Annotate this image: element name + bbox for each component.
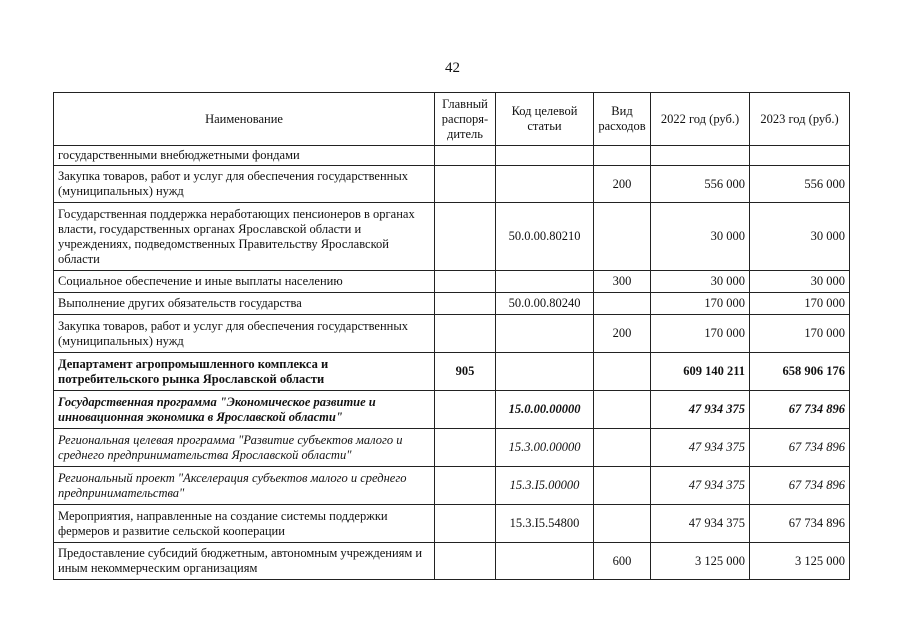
- row-manager: [435, 315, 496, 353]
- row-code: 50.0.00.80210: [496, 203, 594, 271]
- row-2022: 30 000: [651, 271, 750, 293]
- row-type: [594, 353, 651, 391]
- row-2022: 30 000: [651, 203, 750, 271]
- row-manager: [435, 203, 496, 271]
- row-type: [594, 467, 651, 505]
- row-2022: 47 934 375: [651, 429, 750, 467]
- row-type: 200: [594, 166, 651, 203]
- table-row: [54, 271, 850, 293]
- row-manager: [435, 467, 496, 505]
- header-manager: Главный распоря-дитель: [435, 93, 496, 146]
- table-row: [54, 353, 850, 391]
- row-manager: [435, 505, 496, 543]
- row-name: Закупка товаров, работ и услуг для обеспечения государственных (муниципальных) нужд: [54, 315, 435, 353]
- row-name: Департамент агропромышленного комплекса и потребительского рынка Ярославской области: [54, 353, 435, 391]
- row-type: [594, 505, 651, 543]
- row-type: 600: [594, 543, 651, 580]
- row-2022: 609 140 211: [651, 353, 750, 391]
- row-type: [594, 391, 651, 429]
- row-2023: 30 000: [750, 203, 850, 271]
- row-2023: [750, 146, 850, 166]
- table-row: [54, 315, 850, 353]
- row-2022: 47 934 375: [651, 467, 750, 505]
- row-2022: 170 000: [651, 315, 750, 353]
- row-code: 15.3.I5.00000: [496, 467, 594, 505]
- row-2022: 556 000: [651, 166, 750, 203]
- row-2022: 47 934 375: [651, 391, 750, 429]
- row-2023: 30 000: [750, 271, 850, 293]
- row-2023: 170 000: [750, 315, 850, 353]
- row-code: 15.3.I5.54800: [496, 505, 594, 543]
- table-row: [54, 203, 850, 271]
- row-2023: 67 734 896: [750, 505, 850, 543]
- row-2023: 658 906 176: [750, 353, 850, 391]
- table-row: [54, 505, 850, 543]
- row-type: [594, 293, 651, 315]
- row-name: Закупка товаров, работ и услуг для обеспечения государственных (муниципальных) нужд: [54, 166, 435, 203]
- budget-table: [53, 92, 850, 580]
- row-2023: 170 000: [750, 293, 850, 315]
- row-2022: [651, 146, 750, 166]
- row-2022: 170 000: [651, 293, 750, 315]
- header-name: Наименование: [54, 93, 435, 146]
- row-code: [496, 543, 594, 580]
- header-type: Вид расходов: [594, 93, 651, 146]
- row-manager: [435, 271, 496, 293]
- row-code: [496, 271, 594, 293]
- row-name: Выполнение других обязательств государства: [54, 293, 435, 315]
- row-manager: [435, 146, 496, 166]
- row-manager: [435, 543, 496, 580]
- row-name: Государственная программа "Экономическое развитие и инновационная экономика в Ярославской области": [54, 391, 435, 429]
- row-type: 200: [594, 315, 651, 353]
- row-2023: 67 734 896: [750, 391, 850, 429]
- row-code: 50.0.00.80240: [496, 293, 594, 315]
- row-code: [496, 146, 594, 166]
- row-type: [594, 146, 651, 166]
- row-manager: 905: [435, 353, 496, 391]
- row-2023: 67 734 896: [750, 467, 850, 505]
- row-code: [496, 166, 594, 203]
- row-code: 15.3.00.00000: [496, 429, 594, 467]
- row-2022: 3 125 000: [651, 543, 750, 580]
- row-name: государственными внебюджетными фондами: [54, 146, 435, 166]
- row-2023: 556 000: [750, 166, 850, 203]
- row-manager: [435, 293, 496, 315]
- row-manager: [435, 166, 496, 203]
- row-name: Государственная поддержка неработающих пенсионеров в органах власти, государственных органах Ярославской области и учреждениях, подведомственных Правительству Ярославской области: [54, 203, 435, 271]
- table-row: [54, 166, 850, 203]
- row-manager: [435, 429, 496, 467]
- table-row: [54, 293, 850, 315]
- row-code: 15.0.00.00000: [496, 391, 594, 429]
- row-2023: 67 734 896: [750, 429, 850, 467]
- row-code: [496, 315, 594, 353]
- row-2023: 3 125 000: [750, 543, 850, 580]
- row-name: Мероприятия, направленные на создание системы поддержки фермеров и развитие сельской кооперации: [54, 505, 435, 543]
- header-2023: 2023 год (руб.): [750, 93, 850, 146]
- row-type: [594, 429, 651, 467]
- row-manager: [435, 391, 496, 429]
- row-name: Региональная целевая программа "Развитие субъектов малого и среднего предпринимательства Ярославской области": [54, 429, 435, 467]
- table-row: [54, 429, 850, 467]
- table-row: [54, 146, 850, 166]
- row-name: Предоставление субсидий бюджетным, автономным учреждениям и иным некоммерческим организациям: [54, 543, 435, 580]
- table-row: [54, 467, 850, 505]
- header-2022: 2022 год (руб.): [651, 93, 750, 146]
- row-name: Социальное обеспечение и иные выплаты населению: [54, 271, 435, 293]
- table-row: [54, 543, 850, 580]
- table-header-row: [54, 93, 850, 146]
- row-type: 300: [594, 271, 651, 293]
- row-name: Региональный проект "Акселерация субъектов малого и среднего предпринимательства": [54, 467, 435, 505]
- page-number: 42: [445, 60, 460, 76]
- row-2022: 47 934 375: [651, 505, 750, 543]
- header-code: Код целевой статьи: [496, 93, 594, 146]
- table-row: [54, 391, 850, 429]
- row-type: [594, 203, 651, 271]
- row-code: [496, 353, 594, 391]
